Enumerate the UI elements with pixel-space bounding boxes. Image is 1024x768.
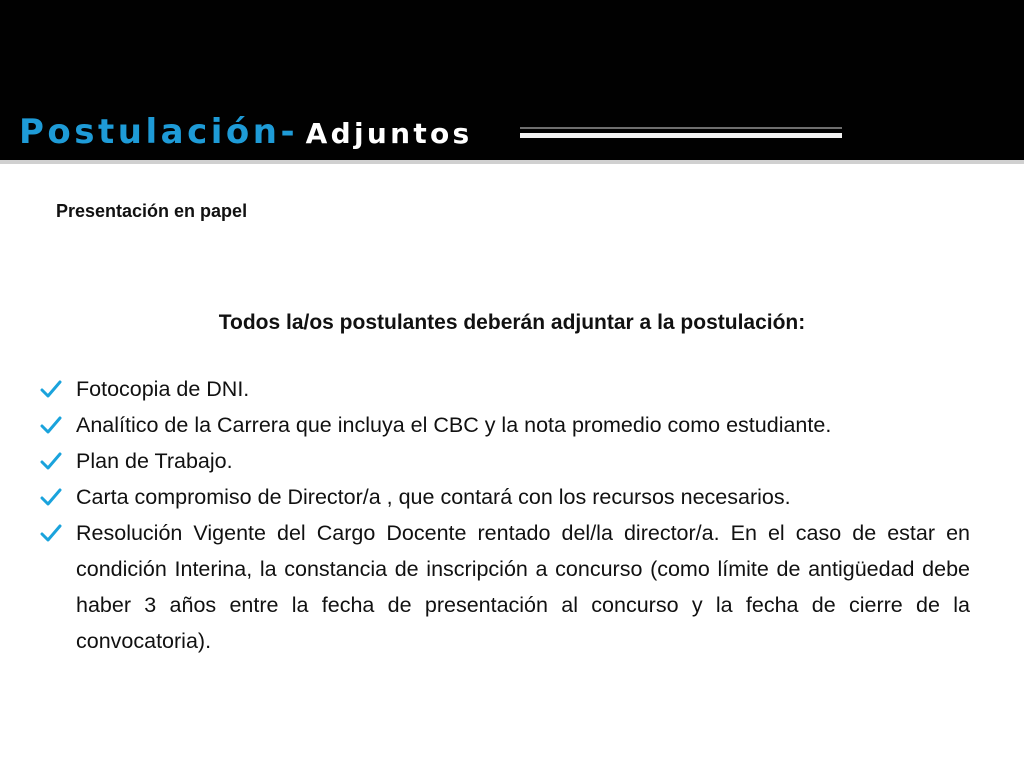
checkmark-icon <box>40 379 62 399</box>
checklist-item <box>40 443 970 479</box>
section-label: Presentación en papel <box>56 201 248 221</box>
checklist-item <box>40 407 970 443</box>
checkmark-icon <box>40 523 62 543</box>
checklist-item <box>40 515 970 659</box>
checklist-item-text: Analítico de la Carrera que incluya el CBC y la nota promedio como estudiante. <box>76 413 832 437</box>
header-divider <box>0 160 1024 164</box>
checkmark-icon <box>40 487 62 507</box>
checkmark-icon <box>40 415 62 435</box>
header-bar <box>0 0 1024 160</box>
title-rule-thin <box>520 127 842 129</box>
checklist-item-text: Resolución Vigente del Cargo Docente rentado del/la director/a. En el caso de estar en condición Interina, la constancia de inscripción a concurso (como límite de antigüedad debe haber 3 años entre la fecha de presentación al concurso y la fecha de cierre de la convocatoria). <box>76 521 970 653</box>
checklist-item-text: Fotocopia de DNI. <box>76 377 250 401</box>
title-sub: Adjuntos <box>305 117 473 150</box>
title-main: Postulación- <box>19 112 299 152</box>
checklist-item-text: Plan de Trabajo. <box>76 449 233 473</box>
requirements-checklist <box>40 371 970 659</box>
checklist-item-text: Carta compromiso de Director/a , que contará con los recursos necesarios. <box>76 485 791 509</box>
title-rule-thick <box>520 133 842 138</box>
requirements-heading: Todos la/os postulantes deberán adjuntar a la postulación: <box>218 311 806 334</box>
slide-title <box>19 108 473 156</box>
checkmark-icon <box>40 451 62 471</box>
checklist-item <box>40 479 970 515</box>
checklist-item <box>40 371 970 407</box>
